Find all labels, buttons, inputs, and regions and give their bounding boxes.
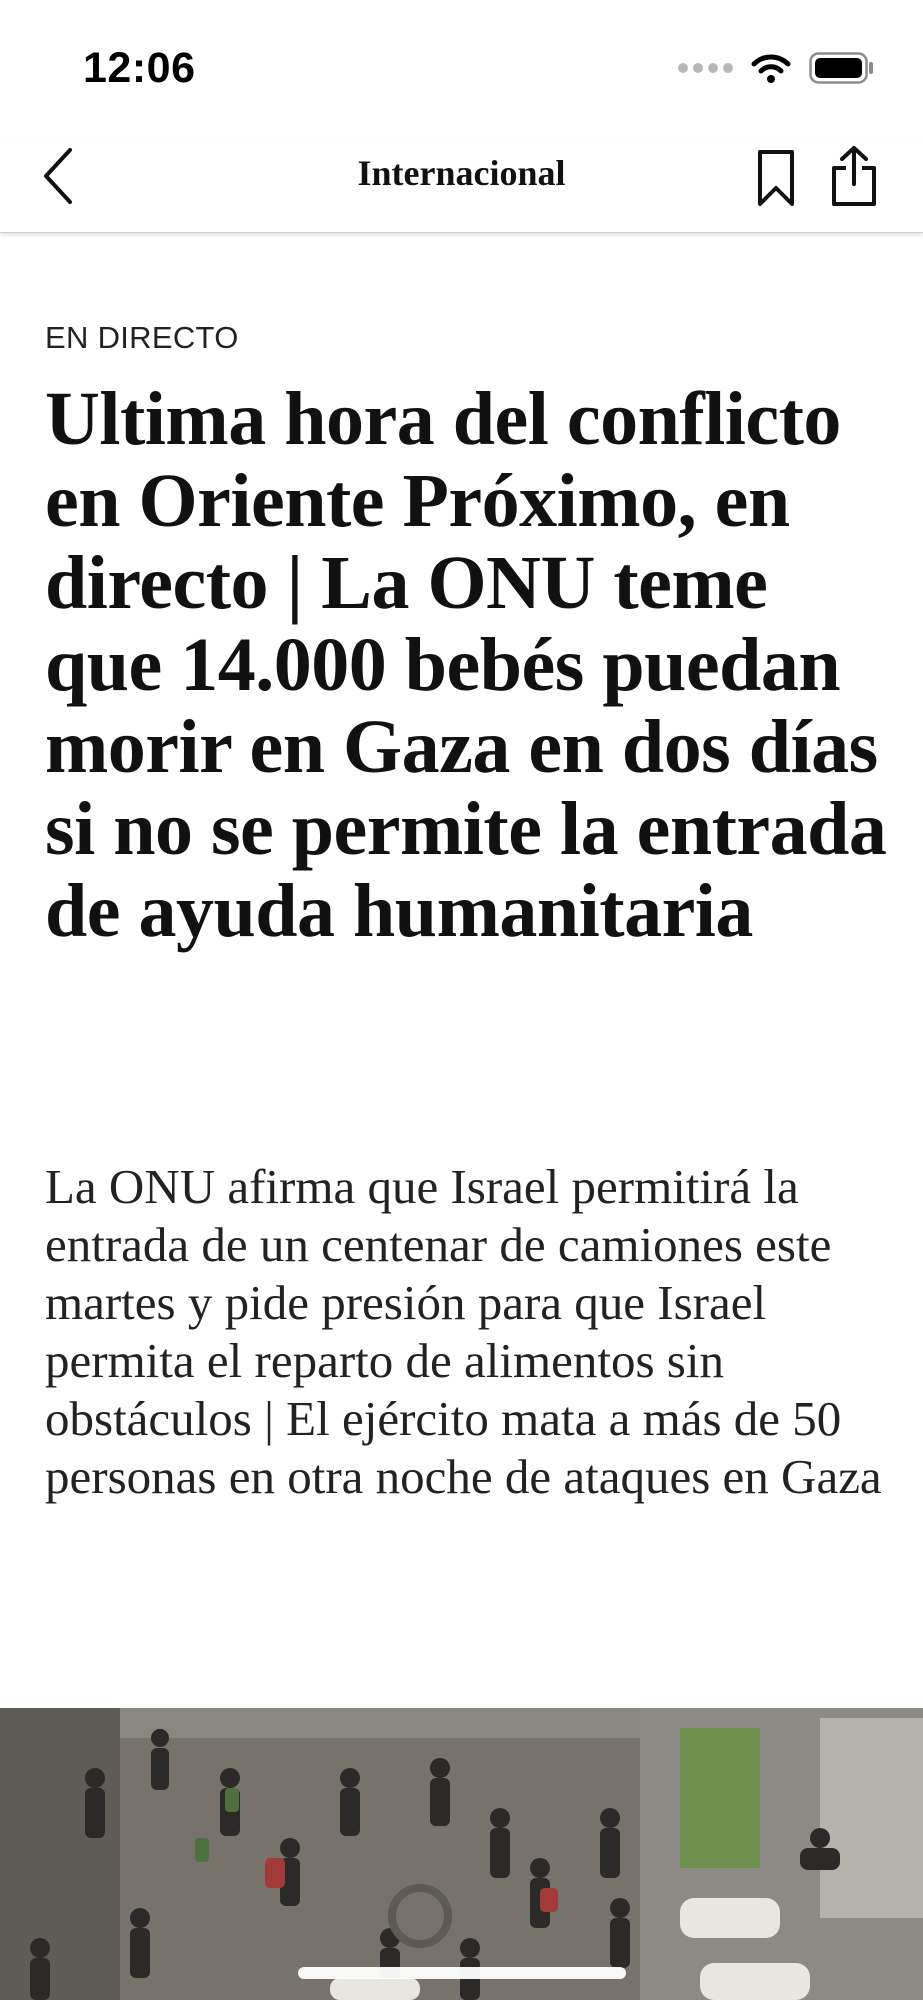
status-bar [0, 0, 923, 140]
article-subtitle: La ONU afirma que Israel permitirá la entrada de un centenar de camiones este martes y pide presión para que Israel permita el reparto de alimentos sin obstáculos | El ejército mata a más de 50 personas en otra noche de ataques en Gaza [45, 1159, 882, 1504]
wifi-icon [751, 53, 791, 83]
share-icon[interactable] [828, 144, 880, 208]
bookmark-icon[interactable] [754, 148, 798, 208]
status-icons [678, 52, 875, 84]
section-title: Internacional [357, 153, 566, 193]
photo-crowd-street-image [0, 1708, 923, 2000]
home-indicator[interactable] [298, 1967, 626, 1979]
status-time: 12:06 [83, 44, 196, 92]
article-hero-photo[interactable] [0, 1708, 923, 2000]
battery-icon [809, 52, 875, 84]
article-headline: Ultima hora del conflicto en Oriente Próximo, en directo | La ONU teme que 14.000 bebés puedan morir en Gaza en dos días si no se permite la entrada de ayuda humanitaria [45, 377, 887, 953]
live-kicker: EN DIRECTO [45, 320, 239, 355]
navigation-bar [0, 140, 923, 233]
cellular-signal-icon [678, 63, 733, 73]
